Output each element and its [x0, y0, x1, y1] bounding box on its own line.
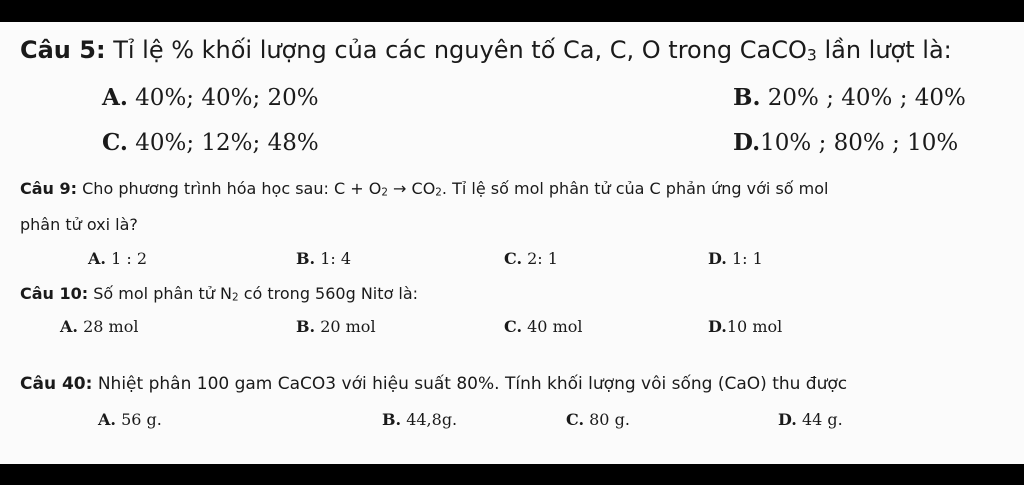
q40-option-d — [778, 410, 843, 429]
question-10-text-pre: Số mol phân tử N — [93, 284, 232, 303]
question-10 — [20, 284, 418, 304]
q9-option-c-letter: C. — [504, 249, 523, 268]
q40-option-a — [98, 410, 162, 429]
question-5-text-post: lần lượt là: — [816, 36, 952, 64]
q9-option-a-letter: A. — [88, 249, 106, 268]
q9-option-d — [708, 249, 763, 268]
question-9-text-post: . Tỉ lệ số mol phân tử của C phản ứng với số mol — [441, 179, 829, 198]
question-40-label: Câu 40: — [20, 374, 93, 394]
q5-option-d-letter: D. — [733, 129, 761, 156]
q40-option-a-text: 56 g. — [121, 410, 162, 429]
q10-option-d — [708, 317, 782, 336]
question-9-label: Câu 9: — [20, 179, 78, 198]
q40-option-b-text: 44,8g. — [406, 410, 458, 429]
q5-option-b-letter: B. — [733, 84, 761, 111]
question-9-sub-1: 2 — [381, 186, 388, 199]
q10-option-b-letter: B. — [296, 317, 316, 336]
q9-option-b — [296, 249, 351, 268]
question-9-arrow: → CO — [387, 179, 436, 198]
question-9-sub-2: 2 — [435, 186, 442, 199]
q5-option-d-text: 10% ; 80% ; 10% — [760, 130, 959, 156]
q9-option-a — [88, 249, 147, 268]
q10-option-a-text: 28 mol — [83, 317, 139, 336]
question-5-label: Câu 5: — [20, 36, 106, 64]
q5-option-b — [733, 84, 966, 111]
q9-option-a-text: 1 : 2 — [111, 249, 147, 268]
q40-option-c — [566, 410, 630, 429]
q40-option-c-text: 80 g. — [589, 410, 630, 429]
q9-option-c — [504, 249, 558, 268]
q10-option-d-text: 10 mol — [726, 317, 783, 336]
question-5-text-pre: Tỉ lệ % khối lượng của các nguyên tố Ca, C, O trong CaCO — [113, 36, 807, 64]
q40-option-b-letter: B. — [382, 410, 402, 429]
q10-option-a-letter: A. — [60, 317, 78, 336]
q40-option-d-text: 44 g. — [801, 410, 843, 429]
q10-option-c-text: 40 mol — [527, 317, 583, 336]
q10-option-d-letter: D. — [708, 317, 727, 336]
q40-option-a-letter: A. — [98, 410, 116, 429]
q5-option-a-text: 40%; 40%; 20% — [135, 85, 319, 111]
worksheet — [0, 22, 1024, 464]
q9-option-d-text: 1: 1 — [731, 249, 763, 268]
q5-option-c-letter: C. — [102, 129, 128, 156]
q5-option-a — [102, 84, 319, 111]
question-5-sub: 3 — [806, 46, 817, 65]
question-40-text: Nhiệt phân 100 gam CaCO3 với hiệu suất 80%. Tính khối lượng vôi sống (CaO) thu được — [97, 374, 848, 394]
q10-option-c — [504, 317, 583, 336]
q40-option-d-letter: D. — [778, 410, 797, 429]
q10-option-c-letter: C. — [504, 317, 523, 336]
q5-option-c — [102, 129, 319, 156]
q9-option-b-letter: B. — [296, 249, 316, 268]
q10-option-b-text: 20 mol — [320, 317, 376, 336]
q5-option-a-letter: A. — [102, 84, 128, 111]
question-10-text-post: có trong 560g Nitơ là: — [238, 284, 419, 303]
q9-option-d-letter: D. — [708, 249, 727, 268]
q9-option-c-text: 2: 1 — [527, 249, 558, 268]
question-10-sub: 2 — [232, 291, 239, 304]
q10-option-a — [60, 317, 138, 336]
q40-option-c-letter: C. — [566, 410, 585, 429]
q10-option-b — [296, 317, 376, 336]
question-10-label: Câu 10: — [20, 284, 89, 303]
q9-option-b-text: 1: 4 — [320, 249, 352, 268]
q5-option-b-text: 20% ; 40% ; 40% — [767, 85, 966, 111]
question-9-line-2: phân tử oxi là? — [20, 215, 138, 234]
question-5 — [20, 36, 952, 64]
q5-option-d — [733, 129, 958, 156]
question-9 — [20, 179, 828, 199]
question-40 — [20, 374, 847, 394]
question-9-text-pre: Cho phương trình hóa học sau: C + O — [82, 179, 382, 198]
q40-option-b — [382, 410, 457, 429]
q5-option-c-text: 40%; 12%; 48% — [135, 130, 319, 156]
